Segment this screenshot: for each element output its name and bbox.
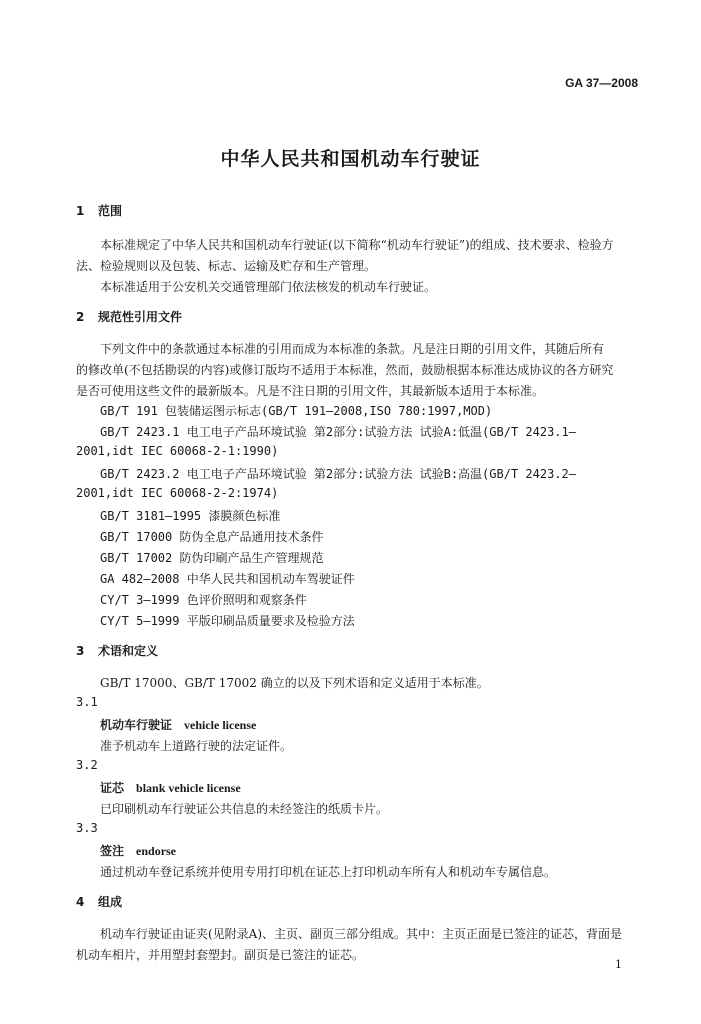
section-3-heading [76,642,158,659]
document-title: 中华人民共和国机动车行驶证 [220,148,481,170]
reference-item-continued: 2001,idt IEC 60068-2-2:1974) [76,486,279,500]
term-heading [100,779,241,796]
paragraph-line: 机动车相片，并用塑封套塑封。副页是已签注的证芯。 [76,948,365,962]
term-number: 3.1 [76,695,98,709]
section-number: 2 [76,310,85,324]
term-en: blank vehicle license [136,781,241,795]
paragraph-line: 是否可使用这些文件的最新版本。凡是不注日期的引用文件，其最新版本适用于本标准。 [76,384,545,398]
term-en: endorse [136,844,177,858]
term-number: 3.3 [76,821,98,835]
section-title: 术语和定义 [98,644,159,658]
term-zh: 机动车行驶证 [100,718,173,732]
reference-item: GB/T 2423.2 电工电子产品环境试验 第2部分:试验方法 试验B:高温(GB/T 2423.2— [100,467,576,481]
section-number: 4 [76,895,85,909]
term-heading [100,716,256,733]
reference-item: GB/T 17000 防伪全息产品通用技术条件 [100,530,324,544]
reference-item: CY/T 3—1999 色评价照明和观察条件 [100,593,307,607]
paragraph-line: 机动车行驶证由证夹(见附录A)、主页、副页三部分组成。其中：主页正面是已签注的证芯，背面是 [100,927,623,941]
page-number: 1 [615,958,622,971]
reference-item: GB/T 17002 防伪印刷产品生产管理规范 [100,551,324,565]
reference-item: CY/T 5—1999 平版印刷品质量要求及检验方法 [100,614,355,628]
paragraph-line: 的修改单(不包括勘误的内容)或修订版均不适用于本标准，然而，鼓励根据本标准达成协议的各方研究 [76,363,614,377]
term-definition: 通过机动车登记系统并使用专用打印机在证芯上打印机动车所有人和机动车专属信息。 [100,865,557,879]
reference-item: GA 482—2008 中华人民共和国机动车驾驶证件 [100,572,355,586]
paragraph-line: 本标准规定了中华人民共和国机动车行驶证(以下简称“机动车行驶证”)的组成、技术要求、检验方 [100,238,614,252]
paragraph-line: 下列文件中的条款通过本标准的引用而成为本标准的条款。凡是注日期的引用文件，其随后所有 [100,342,605,356]
term-zh: 证芯 [100,781,125,795]
term-en: vehicle license [184,718,257,732]
section-2-heading [76,308,182,325]
paragraph-line: 法、检验规则以及包装、标志、运输及贮存和生产管理。 [76,259,377,273]
section-title: 范围 [98,204,123,218]
standard-code: GA 37—2008 [565,76,638,90]
reference-item: GB/T 2423.1 电工电子产品环境试验 第2部分:试验方法 试验A:低温(GB/T 2423.1— [100,425,576,439]
paragraph: 本标准适用于公安机关交通管理部门依法核发的机动车行驶证。 [100,280,437,294]
term-definition: 已印刷机动车行驶证公共信息的未经签注的纸质卡片。 [100,802,389,816]
section-title: 规范性引用文件 [98,310,183,324]
section-4-heading [76,893,122,910]
term-zh: 签注 [100,844,125,858]
term-number: 3.2 [76,758,98,772]
section-number: 1 [76,204,85,218]
reference-item: GB/T 3181—1995 漆膜颜色标准 [100,509,281,523]
term-heading [100,842,176,859]
section-title: 组成 [98,895,123,909]
paragraph: GB/T 17000、GB/T 17002 确立的以及下列术语和定义适用于本标准。 [100,676,489,690]
reference-item: GB/T 191 包装储运图示标志(GB/T 191—2008,ISO 780:1997,MOD) [100,404,493,418]
section-1-heading [76,202,122,219]
term-definition: 准予机动车上道路行驶的法定证件。 [100,739,293,753]
section-number: 3 [76,644,85,658]
reference-item-continued: 2001,idt IEC 60068-2-1:1990) [76,444,279,458]
